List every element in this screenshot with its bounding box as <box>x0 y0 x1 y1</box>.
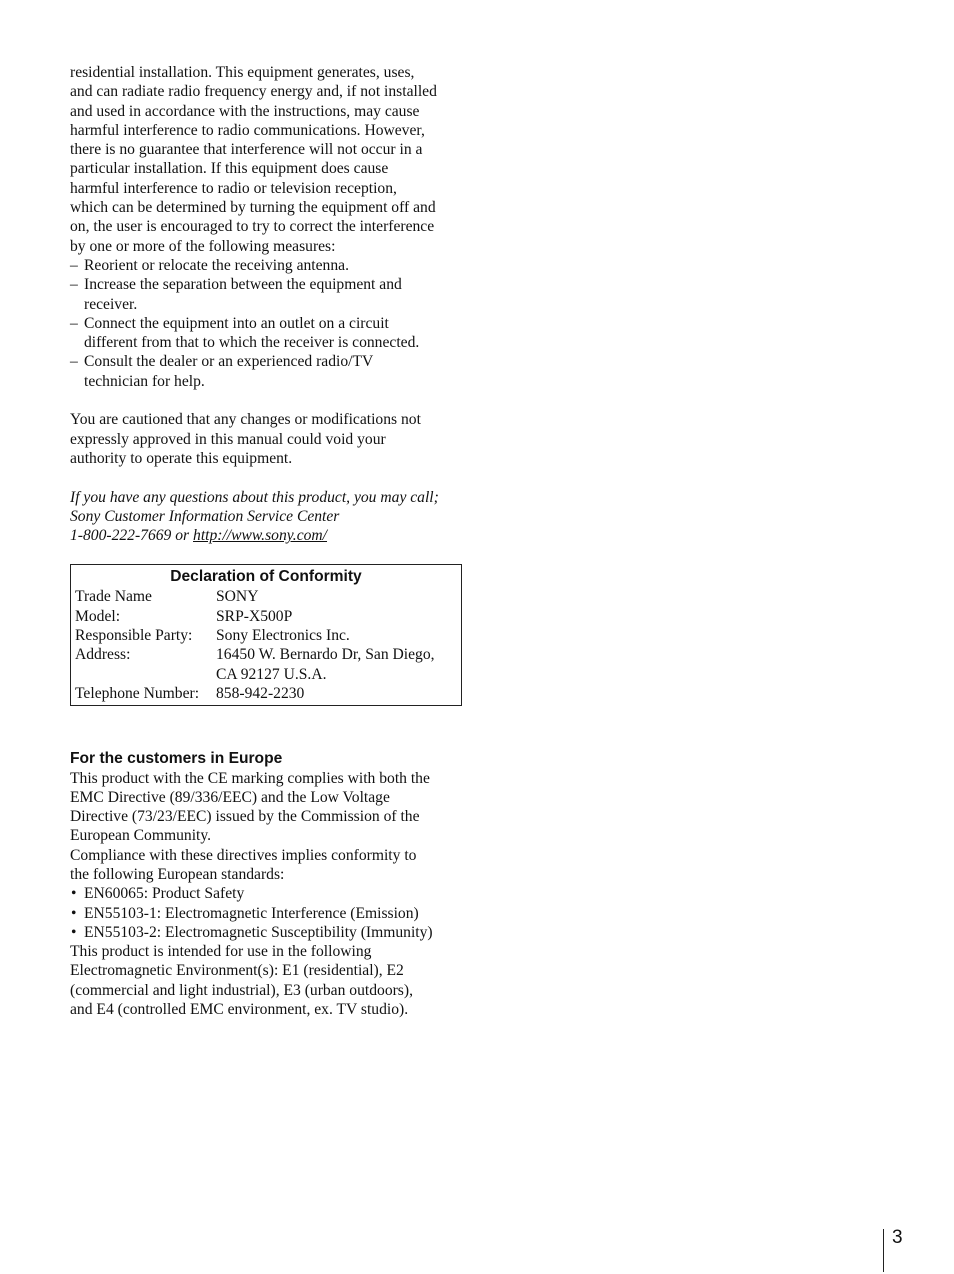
row-label: Trade Name <box>75 588 152 606</box>
text-line: residential installation. This equipment generates, uses, <box>70 64 415 81</box>
text-line: Electromagnetic Environment(s): E1 (residential), E2 <box>70 962 404 980</box>
list-item: • EN55103-1: Electromagnetic Interference (Emission) <box>70 904 462 923</box>
text-line: European Community. <box>70 827 212 845</box>
text-line: Sony Customer Information Service Center <box>70 507 340 525</box>
row-value: SONY <box>216 588 259 606</box>
row-label: Address: <box>75 646 131 664</box>
sony-website-link[interactable]: http://www.sony.com/ <box>193 527 328 545</box>
text-line: Directive (73/23/EEC) issued by the Commission of the <box>70 808 420 826</box>
text-line: and used in accordance with the instructions, may cause <box>70 102 420 120</box>
declaration-title: Declaration of Conformity <box>170 568 362 586</box>
text-line: harmful interference to radio communications. However, <box>70 121 425 139</box>
text-line: authority to operate this equipment. <box>70 449 293 467</box>
list-item <box>70 275 462 314</box>
environment-paragraph <box>70 942 462 1019</box>
text-line: (commercial and light industrial), E3 (urban outdoors), <box>70 981 413 999</box>
list-item-text: Increase the separation between the equipment and <box>84 276 402 294</box>
list-item <box>70 352 462 391</box>
text-line: You are cautioned that any changes or modifications not <box>70 411 421 429</box>
list-item-text: receiver. <box>84 295 138 313</box>
text-line: and E4 (controlled EMC environment, ex. TV studio). <box>70 1001 409 1019</box>
table-row <box>75 626 457 645</box>
table-row <box>75 607 457 626</box>
address-line: 16450 W. Bernardo Dr, San Diego, <box>216 646 435 664</box>
page-number-divider <box>883 1229 884 1272</box>
phone-number: 1-800-222-7669 or <box>70 527 194 545</box>
list-item-text: Connect the equipment into an outlet on a circuit <box>84 314 389 332</box>
standards-list <box>70 884 462 942</box>
contact-paragraph <box>70 488 462 546</box>
text-line: harmful interference to radio or television reception, <box>70 179 397 197</box>
text-line: This product is intended for use in the following <box>70 943 372 961</box>
list-item-text: Consult the dealer or an experienced radio/TV <box>84 353 374 371</box>
intro-paragraph <box>70 63 462 256</box>
list-item <box>70 256 462 275</box>
row-value: 858-942-2230 <box>216 684 305 702</box>
europe-heading: For the customers in Europe <box>70 750 283 768</box>
text-line: EMC Directive (89/336/EEC) and the Low Voltage <box>70 788 390 806</box>
list-item <box>70 314 462 353</box>
table-row <box>75 587 457 606</box>
text-line: there is no guarantee that interference will not occur in a <box>70 141 423 159</box>
row-label: Telephone Number: <box>75 684 200 702</box>
page-number: 3 <box>892 1227 903 1248</box>
text-line: by one or more of the following measures: <box>70 237 336 255</box>
list-item-text: different from that to which the receiver is connected. <box>84 334 420 352</box>
text-line: on, the user is encouraged to try to correct the interference <box>70 218 435 236</box>
row-value: SRP-X500P <box>216 607 293 625</box>
europe-paragraph <box>70 769 462 885</box>
text-line: This product with the CE marking complies with both the <box>70 769 430 787</box>
table-row <box>75 684 457 703</box>
text-line: Compliance with these directives implies conformity to <box>70 846 417 864</box>
row-label: Model: <box>75 607 121 625</box>
declaration-box <box>70 564 462 706</box>
row-value <box>216 645 457 684</box>
text-line: the following European standards: <box>70 865 285 883</box>
list-item-text: technician for help. <box>84 372 205 390</box>
list-item: • EN60065: Product Safety <box>70 884 462 903</box>
measures-list <box>70 256 462 391</box>
main-column <box>70 63 462 1019</box>
table-row <box>75 645 457 684</box>
text-line: If you have any questions about this product, you may call; <box>70 488 439 506</box>
text-line: and can radiate radio frequency energy and, if not installed <box>70 83 437 101</box>
row-value: Sony Electronics Inc. <box>216 627 350 645</box>
address-line: CA 92127 U.S.A. <box>216 665 327 683</box>
list-item-text: Reorient or relocate the receiving antenna. <box>84 256 349 274</box>
text-line: which can be determined by turning the equipment off and <box>70 199 436 217</box>
text-line: particular installation. If this equipment does cause <box>70 160 389 178</box>
text-line: expressly approved in this manual could void your <box>70 430 386 448</box>
caution-paragraph <box>70 410 462 468</box>
row-label: Responsible Party: <box>75 627 193 645</box>
list-item: • EN55103-2: Electromagnetic Susceptibility (Immunity) <box>70 923 462 942</box>
